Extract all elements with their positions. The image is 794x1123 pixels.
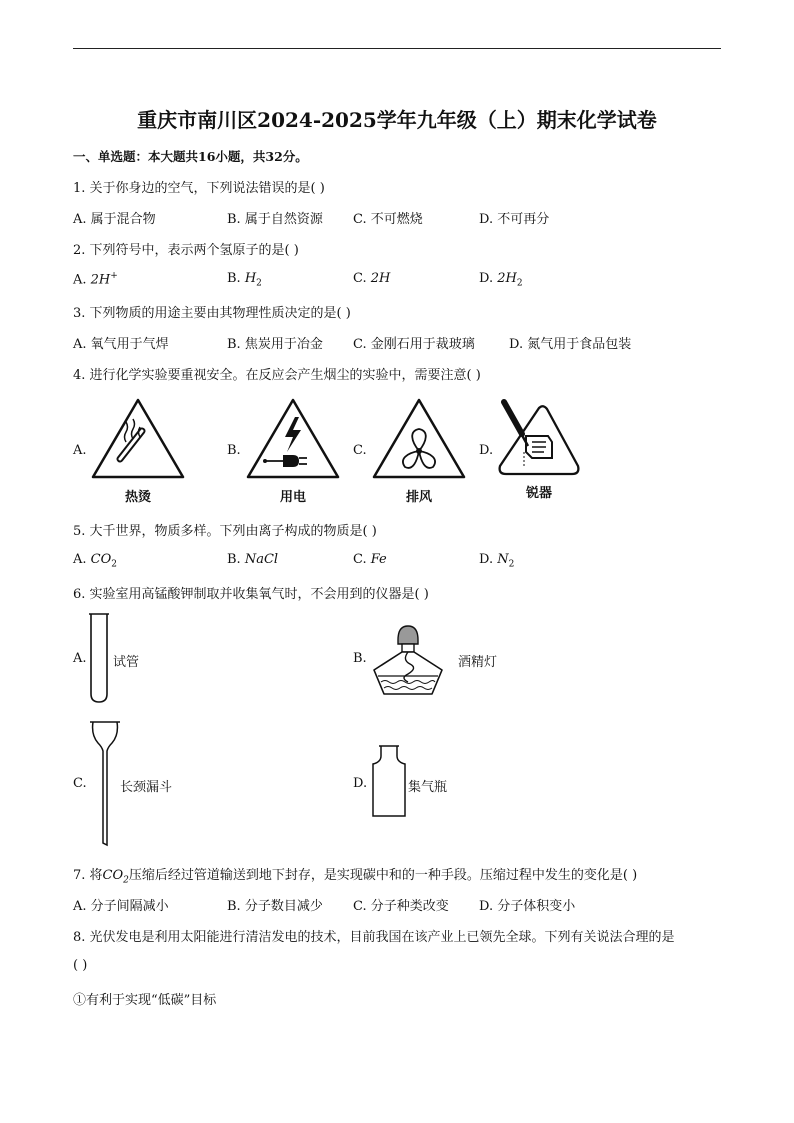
hot-surface-warning-icon bbox=[90, 397, 186, 481]
q1-option-a[interactable]: A. 属于混合物 bbox=[73, 212, 156, 227]
q2-option-c[interactable] bbox=[353, 271, 390, 286]
q5-option-d-letter: D. bbox=[479, 552, 498, 567]
q7-stem-pre: 7. 将 bbox=[73, 868, 103, 883]
q7-option-c[interactable]: C. 分子种类改变 bbox=[353, 899, 449, 914]
q5-option-d-formula: N bbox=[497, 552, 509, 567]
q7-formula-sub: 2 bbox=[123, 875, 129, 886]
q4-option-b-letter[interactable]: B. bbox=[227, 443, 241, 458]
q6-option-a-label: 试管 bbox=[113, 655, 140, 670]
q2-option-d-letter: D. bbox=[479, 271, 498, 286]
question-8-stem: 8. 光伏发电是利用太阳能进行清洁发电的技术，目前我国在该产业上已领先全球。下列有关说法合理的是 bbox=[73, 930, 675, 945]
alcohol-lamp-icon bbox=[368, 620, 448, 698]
q6-option-d-label: 集气瓶 bbox=[408, 780, 448, 795]
q6-option-a-letter[interactable]: A. bbox=[73, 651, 87, 666]
q6-option-b-label: 酒精灯 bbox=[458, 655, 498, 670]
q2-option-a[interactable] bbox=[73, 271, 118, 287]
q1-option-d[interactable]: D. 不可再分 bbox=[479, 212, 550, 227]
question-1-stem: 1. 关于你身边的空气，下列说法错误的是( ) bbox=[73, 181, 325, 196]
q7-option-b[interactable]: B. 分子数目减少 bbox=[227, 899, 323, 914]
q5-option-c-letter: C. bbox=[353, 552, 371, 567]
q7-option-d[interactable]: D. 分子体积变小 bbox=[479, 899, 576, 914]
q8-item-1: ①有利于实现“低碳”目标 bbox=[73, 993, 217, 1008]
q4-sign-d-label: 锐器 bbox=[525, 486, 552, 501]
long-neck-funnel-icon bbox=[88, 719, 122, 847]
q3-option-b[interactable]: B. 焦炭用于冶金 bbox=[227, 337, 323, 352]
question-3-stem: 3. 下列物质的用途主要由其物理性质决定的是( ) bbox=[73, 306, 351, 321]
question-4-stem: 4. 进行化学实验要重视安全。在反应会产生烟尘的实验中，需要注意( ) bbox=[73, 368, 481, 383]
q1-option-b[interactable]: B. 属于自然资源 bbox=[227, 212, 323, 227]
q2-option-b[interactable] bbox=[227, 271, 262, 289]
q4-sign-a-label: 热烫 bbox=[124, 490, 151, 505]
q4-sign-c-label: 排风 bbox=[405, 490, 432, 505]
q2-option-b-sub: 2 bbox=[256, 278, 262, 289]
section-heading: 一、单选题：本大题共16小题，共32分。 bbox=[73, 149, 308, 164]
q5-option-a[interactable] bbox=[73, 552, 117, 570]
q2-option-c-formula: 2H bbox=[370, 271, 391, 286]
q4-sign-b-label: 用电 bbox=[279, 490, 306, 505]
ventilation-fan-icon bbox=[371, 397, 467, 481]
q2-option-b-formula: H bbox=[244, 271, 257, 286]
gas-collecting-bottle-icon bbox=[369, 744, 409, 820]
q2-option-d-sub: 2 bbox=[516, 278, 523, 289]
q5-option-d[interactable] bbox=[479, 552, 514, 570]
sharp-objects-warning-icon bbox=[496, 400, 582, 478]
q2-option-b-letter: B. bbox=[227, 271, 245, 286]
q5-option-a-formula: CO bbox=[90, 552, 112, 567]
q7-stem-post: 压缩后经过管道输送到地下封存，是实现碳中和的一种手段。压缩过程中发生的变化是( ) bbox=[128, 868, 638, 883]
q7-formula: CO bbox=[102, 868, 124, 883]
q2-option-a-sup: + bbox=[110, 271, 118, 281]
q5-option-b[interactable] bbox=[227, 552, 278, 567]
q6-option-d-letter[interactable]: D. bbox=[353, 776, 368, 791]
q3-option-a[interactable]: A. 氧气用于气焊 bbox=[73, 337, 169, 352]
q4-option-a-letter[interactable]: A. bbox=[73, 443, 87, 458]
q5-option-d-sub: 2 bbox=[508, 559, 515, 570]
header-rule bbox=[73, 48, 721, 49]
q5-option-a-sub: 2 bbox=[111, 559, 117, 570]
q2-option-c-letter: C. bbox=[353, 271, 371, 286]
question-5-stem: 5. 大千世界，物质多样。下列由离子构成的物质是( ) bbox=[73, 524, 377, 539]
q4-option-c-letter[interactable]: C. bbox=[353, 443, 367, 458]
q2-option-a-formula: 2H bbox=[90, 272, 111, 288]
q5-option-a-letter: A. bbox=[73, 552, 91, 567]
q5-option-c[interactable] bbox=[353, 552, 387, 567]
q2-option-a-letter: A. bbox=[73, 272, 91, 288]
q2-option-d[interactable] bbox=[479, 271, 523, 289]
question-8-stem-continuation: ( ) bbox=[73, 958, 88, 973]
q3-option-d[interactable]: D. 氮气用于食品包装 bbox=[509, 337, 632, 352]
q5-option-c-formula: Fe bbox=[370, 552, 387, 567]
q3-option-c[interactable]: C. 金刚石用于裁玻璃 bbox=[353, 337, 475, 352]
q6-option-c-label: 长颈漏斗 bbox=[120, 780, 173, 795]
q6-option-c-letter[interactable]: C. bbox=[73, 776, 87, 791]
electricity-warning-icon bbox=[245, 397, 341, 481]
page-title: 重庆市南川区2024-2025学年九年级（上）期末化学试卷 bbox=[137, 108, 657, 132]
question-2-stem: 2. 下列符号中，表示两个氢原子的是( ) bbox=[73, 243, 299, 258]
q6-option-b-letter[interactable]: B. bbox=[353, 651, 367, 666]
q2-option-d-formula: 2H bbox=[497, 271, 517, 286]
q1-option-c[interactable]: C. 不可燃烧 bbox=[353, 212, 423, 227]
test-tube-icon bbox=[88, 612, 110, 704]
question-7-stem bbox=[73, 864, 637, 886]
q7-option-a[interactable]: A. 分子间隔减小 bbox=[73, 899, 169, 914]
q4-option-d-letter[interactable]: D. bbox=[479, 443, 494, 458]
question-6-stem: 6. 实验室用高锰酸钾制取并收集氧气时，不会用到的仪器是( ) bbox=[73, 587, 429, 602]
q5-option-b-letter: B. bbox=[227, 552, 245, 567]
q5-option-b-formula: NaCl bbox=[244, 552, 279, 567]
